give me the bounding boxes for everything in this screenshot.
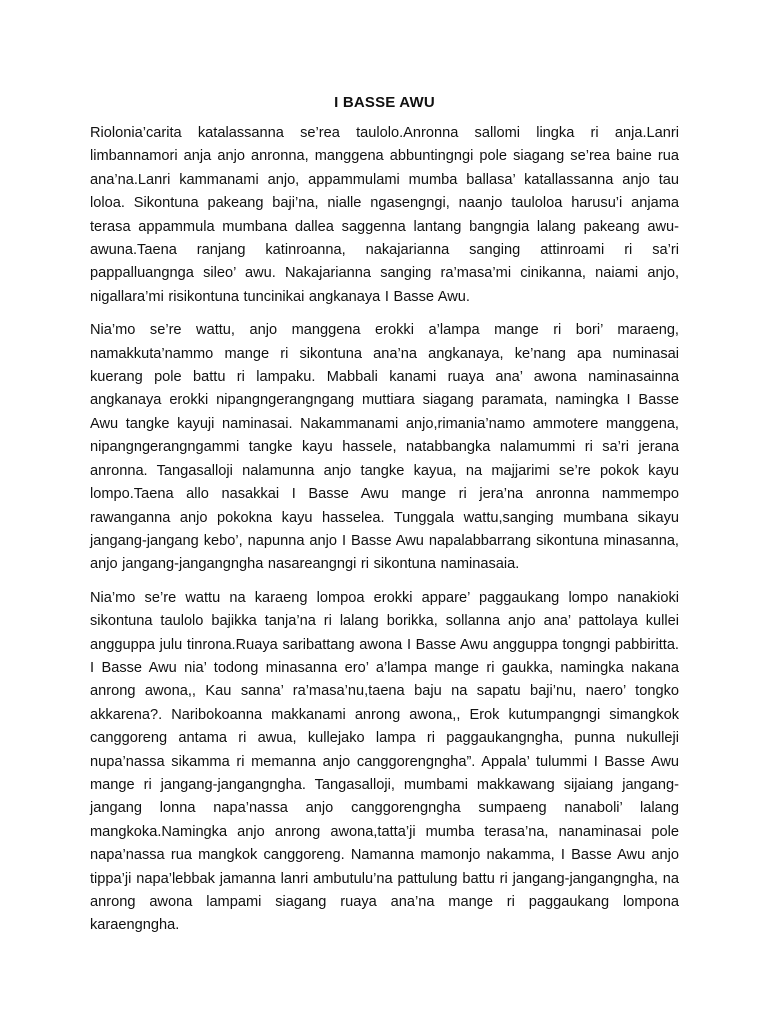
paragraph-1: Riolonia’carita katalassanna se’rea taulolo.Anronna sallomi lingka ri anja.Lanri limbannamori anja anjo anronna, manggena abbuntingngi pole siagang se’rea baine rua ana’na.Lanri kammanami anjo, appammulami mumba ballasa’ katallassanna anjo tau loloa. Sikontuna pakeang baji’na, nialle ngasengngi, naanjo tauloloa harusu’i anjama terasa appammula mumbana dallea saggenna lantang bangngia lalang pakeang awu-awuna.Taena ranjang katinroanna, nakajarianna sanging attinroami ri sa’ri pappalluangnga sileo’ awu. Nakajarianna sanging ra’masa’mi cinikanna, naiami anjo, nigallara’mi risikontuna tuncinikai angkanaya I Basse Awu. bbox=[90, 125, 679, 305]
paragraph-3: Nia’mo se’re wattu na karaeng lompoa erokki appare’ paggaukang lompo nanakioki sikontuna taulolo bajikka tanja’na ri lalang borikka, sollanna anjo ana’ pattolaya kullei angguppa julu tinrona.Ruaya saribattang awona I Basse Awu angguppa tongngi pabbiritta. I Basse Awu nia’ todong minasanna ero’ a’lampa mange ri gaukka, namingka nakana anrong awona,, Kau sanna’ ra’masa’nu,taena baju na sapatu baji’nu, naero’ tongko akkarena?. Naribokoanna makkanami anrong awona,, Erok kutumpangngi simangkok canggoreng antama ri awua, kullejako lampa ri paggaukangngha, punna nukulleji nupa’nassa sikamma ri memanna anjo canggorengngha”. Appala’ tulummi I Basse Awu mange ri jangang-jangangngha. Tangasalloji, mumbami makkawang sijaiang jangang-jangang lonna napa’nassa anjo canggorengngha sumpaeng nanaboli’ lalang mangkoka.Namingka anjo anrong awona,tatta’ji mumba terasa’na, nanaminasai pole napa’nassa rua mangkok canggoreng. Namanna mamonjo nakamma, I Basse Awu anjo tippa’ji napa’lebbak jamanna lanri ambutulu’na pattulung battu ri jangang-jangangngha, na anrong awona lampami siagang ruaya ana’na mange ri paggaukang lompona karaengngha. bbox=[90, 589, 679, 934]
paragraph-2: Nia’mo se’re wattu, anjo manggena erokki a’lampa mange ri bori’ maraeng, namakkuta’nammo mange ri sikontuna ana’na angkanaya, ke’nang apa numinasai kuerang pole battu ri lampaku. Mabbali kanami ruaya ana’ awona naminasainna angkanaya erokki nipangngerangngang muttiara siagang paramata, namingka I Basse Awu tangke kayuji naminasai. Nakammanami anjo,rimania’namo ammotere manggena, nipangngerangngammi tangke kayu hassele, natabbangka nalamummi ri sa’ri jerana anronna. Tangasalloji nalamunna anjo tangke kayua, na majjarimi se’re pokok kayu lompo.Taena allo nasakkai I Basse Awu mange ri jera’na anronna nammempo rawanganna anjo pokokna kayu hasselea. Tunggala wattu,sanging mumbana sikayu jangang-jangang kebo’, napunna anjo I Basse Awu napalabbarrang sikontuna minasanna, anjo jangang-jangangngha nasareangngi ri sikontuna naminasaia. bbox=[90, 322, 679, 573]
document-title: I BASSE AWU bbox=[334, 94, 435, 111]
document-page bbox=[90, 94, 679, 948]
